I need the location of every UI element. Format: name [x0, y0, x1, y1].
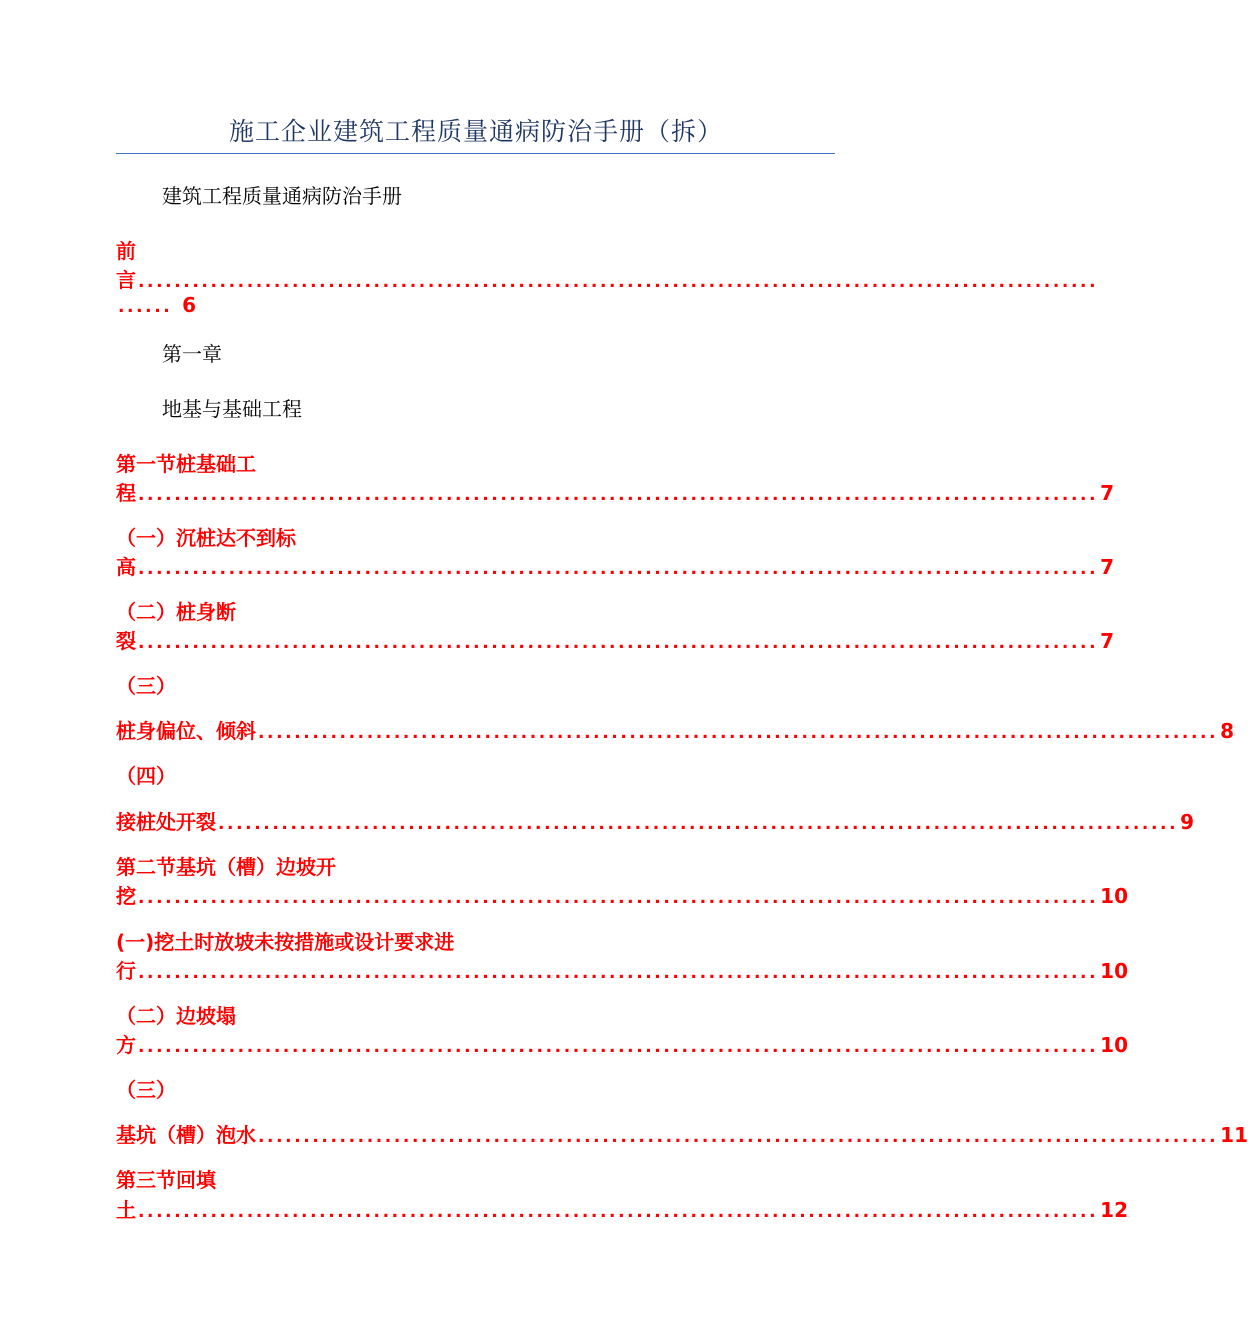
- toc-page-number: 11: [1220, 1123, 1248, 1147]
- toc-entry-tail: 接桩处开裂: [116, 810, 216, 834]
- toc-entry-tail: 桩身偏位、倾斜: [116, 719, 256, 743]
- toc-leader-dots: ..........................................................................................................: [258, 723, 1219, 743]
- toc-page-number: 9: [1180, 810, 1195, 834]
- toc-leader-dots: ..........................................................................................................: [218, 814, 1179, 834]
- toc-entry-tail: 基坑（槽）泡水: [116, 1123, 256, 1147]
- toc-page-number: 12: [1100, 1198, 1128, 1222]
- toc-entry-head[interactable]: 第二节基坑（槽）边坡开: [116, 855, 336, 879]
- chapter-name: 地基与基础工程: [162, 397, 302, 421]
- toc-leader-dots: ..........................................................................................................: [138, 963, 1099, 983]
- toc-leader-dots: ..........................................................................................................: [138, 272, 1099, 292]
- toc-preface-head[interactable]: 前: [116, 239, 136, 263]
- toc-entry-line[interactable]: [116, 1119, 1248, 1149]
- toc-leader-dots: ..........................................................................................................: [138, 559, 1099, 579]
- toc-leader-dots: ..........................................................................................................: [138, 1037, 1099, 1057]
- chapter-label: 第一章: [162, 342, 222, 366]
- toc-entry-line[interactable]: [116, 715, 1235, 745]
- toc-entry-line[interactable]: [116, 806, 1195, 836]
- toc-preface-tail: 言: [116, 268, 136, 292]
- toc-preface-page-line[interactable]: [116, 293, 196, 323]
- toc-entry-tail: 土: [116, 1198, 136, 1222]
- toc-leader-dots: ..........................................................................................................: [138, 485, 1099, 505]
- toc-entry-head[interactable]: （一）沉桩达不到标: [116, 526, 296, 550]
- toc-entry-line[interactable]: [116, 1029, 1128, 1059]
- toc-entry-line[interactable]: [116, 1194, 1128, 1224]
- toc-entry-line[interactable]: [116, 625, 1115, 655]
- toc-entry-tail: 高: [116, 555, 136, 579]
- toc-leader-dots: ..........................................................................................................: [258, 1127, 1219, 1147]
- toc-page-number: 7: [1100, 555, 1115, 579]
- toc-entry-head[interactable]: （四）: [116, 764, 176, 788]
- toc-preface-line[interactable]: [116, 264, 1099, 294]
- toc-entry-head[interactable]: 第三节回填: [116, 1168, 216, 1192]
- toc-leader-dots: ......: [118, 297, 173, 317]
- toc-page-number: 7: [1100, 481, 1115, 505]
- toc-entry-head[interactable]: (一)挖土时放坡未按措施或设计要求进: [116, 930, 455, 954]
- toc-entry-tail: 程: [116, 481, 136, 505]
- toc-entry-line[interactable]: [116, 551, 1115, 581]
- toc-leader-dots: ..........................................................................................................: [138, 633, 1099, 653]
- toc-page-number: 10: [1100, 884, 1128, 908]
- toc-entry-tail: 行: [116, 959, 136, 983]
- subtitle: 建筑工程质量通病防治手册: [162, 184, 402, 208]
- toc-entry-line[interactable]: [116, 880, 1128, 910]
- toc-page-number: 6: [182, 293, 196, 317]
- toc-entry-line[interactable]: [116, 477, 1115, 507]
- title-underline: [116, 153, 835, 154]
- toc-page-number: 8: [1220, 719, 1235, 743]
- toc-page-number: 10: [1100, 1033, 1128, 1057]
- toc-entry-head[interactable]: （二）边坡塌: [116, 1004, 236, 1028]
- document-title: 施工企业建筑工程质量通病防治手册（拆）: [228, 117, 723, 146]
- toc-entry-tail: 方: [116, 1033, 136, 1057]
- toc-entry-head[interactable]: （二）桩身断: [116, 600, 236, 624]
- toc-leader-dots: ..........................................................................................................: [138, 888, 1099, 908]
- toc-page-number: 7: [1100, 629, 1115, 653]
- toc-entry-line[interactable]: [116, 955, 1128, 985]
- toc-entry-head[interactable]: （三）: [116, 674, 176, 698]
- toc-leader-dots: ..........................................................................................................: [138, 1202, 1099, 1222]
- toc-entry-head[interactable]: 第一节桩基础工: [116, 452, 256, 476]
- toc-entry-head[interactable]: （三）: [116, 1078, 176, 1102]
- toc-entry-tail: 裂: [116, 629, 136, 653]
- toc-entry-tail: 挖: [116, 884, 136, 908]
- toc-page-number: 10: [1100, 959, 1128, 983]
